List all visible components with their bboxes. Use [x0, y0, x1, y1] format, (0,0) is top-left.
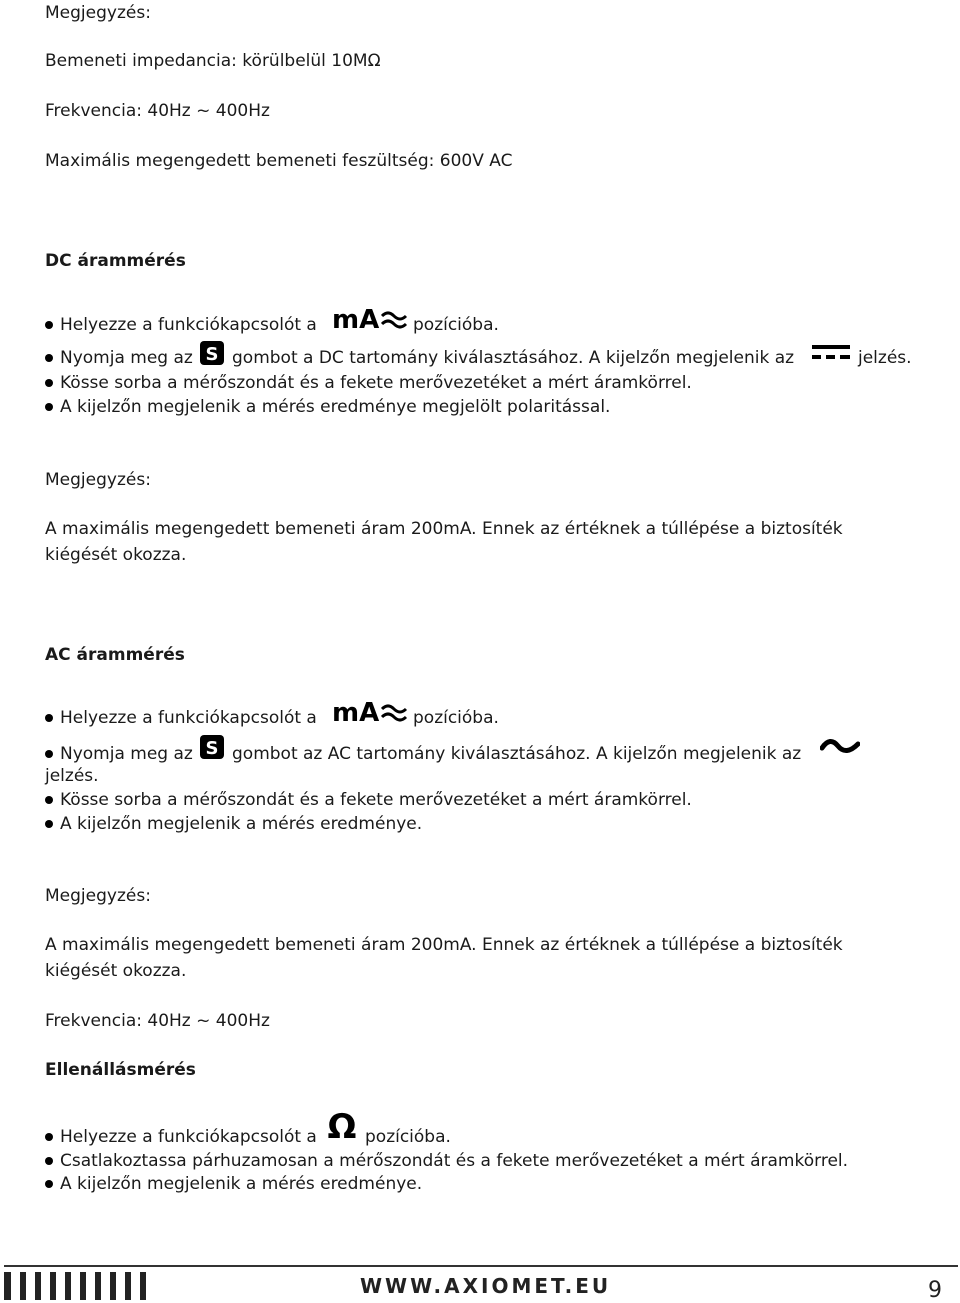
svg-text:Ω: Ω [327, 1108, 357, 1144]
dc-bullet2-post: jelzés. [858, 348, 912, 368]
svg-text:S: S [205, 344, 219, 365]
footer-rule [4, 1265, 958, 1267]
note-text: kiégését okozza. [45, 545, 187, 565]
footer-url[interactable]: WWW.AXIOMET.EU [360, 1274, 612, 1298]
note-text: A maximális megengedett bemeneti áram 200mA. Ennek az értéknek a túllépése a biztosíték [45, 519, 843, 539]
svg-text:mA: mA [332, 699, 380, 727]
dc-bullet2-mid: gombot a DC tartomány kiválasztásához. A kijelzőn megjelenik az [232, 348, 795, 368]
dc-bullet4: A kijelzőn megjelenik a mérés eredménye megjelölt polaritással. [60, 397, 611, 417]
dc-bullet1-post: pozícióba. [413, 315, 499, 335]
bullet-icon [45, 1180, 53, 1188]
bullet-icon [45, 1133, 53, 1141]
ac-bullet4: A kijelzőn megjelenik a mérés eredménye. [60, 814, 423, 834]
resistance-heading: Ellenállásmérés [45, 1060, 196, 1080]
dc-bullet2-pre: Nyomja meg az [60, 348, 193, 368]
dc-bullet1-pre: Helyezze a funkciókapcsolót a [60, 315, 317, 335]
max-voltage-text: Maximális megengedett bemeneti feszültség: 600V AC [45, 151, 513, 171]
ac-wave-icon [820, 736, 860, 761]
bullet-icon [45, 321, 53, 329]
frequency-text: Frekvencia: 40Hz ~ 400Hz [45, 1011, 270, 1031]
ac-bullet2-pre: Nyomja meg az [60, 744, 193, 764]
ac-bullet1-pre: Helyezze a funkciókapcsolót a [60, 708, 317, 728]
bullet-icon [45, 714, 53, 722]
select-button-icon [199, 340, 225, 371]
note-text: A maximális megengedett bemeneti áram 200mA. Ennek az értéknek a túllépése a biztosíték [45, 935, 843, 955]
ohm-icon [326, 1108, 358, 1149]
note-heading: Megjegyzés: [45, 3, 151, 23]
res-bullet2: Csatlakoztassa párhuzamosan a mérőszondát és a fekete merővezetéket a mért áramkörrel. [60, 1151, 849, 1171]
note-text: kiégését okozza. [45, 961, 187, 981]
ac-heading: AC árammérés [45, 645, 185, 665]
bullet-icon [45, 820, 53, 828]
ma-dcac-icon [332, 306, 408, 339]
note-heading: Megjegyzés: [45, 470, 151, 490]
ma-dcac-icon [332, 699, 408, 732]
note-heading: Megjegyzés: [45, 886, 151, 906]
dc-heading: DC árammérés [45, 251, 186, 271]
select-button-icon [199, 734, 225, 765]
ac-bullet1-post: pozícióba. [413, 708, 499, 728]
res-bullet1-post: pozícióba. [365, 1127, 451, 1147]
bullet-icon [45, 403, 53, 411]
dc-bullet3: Kösse sorba a mérőszondát és a fekete merővezetéket a mért áramkörrel. [60, 373, 692, 393]
bullet-icon [45, 796, 53, 804]
res-bullet3: A kijelzőn megjelenik a mérés eredménye. [60, 1174, 423, 1194]
ac-bullet3: Kösse sorba a mérőszondát és a fekete merővezetéket a mért áramkörrel. [60, 790, 692, 810]
ac-bullet2-mid: gombot az AC tartomány kiválasztásához. A kijelzőn megjelenik az [232, 744, 802, 764]
dc-symbol-icon [812, 344, 850, 367]
bullet-icon [45, 379, 53, 387]
impedance-text: Bemeneti impedancia: körülbelül 10MΩ [45, 51, 381, 71]
svg-text:mA: mA [332, 306, 380, 334]
bullet-icon [45, 750, 53, 758]
page-number: 9 [928, 1278, 942, 1303]
bullet-icon [45, 354, 53, 362]
svg-text:S: S [205, 738, 219, 759]
res-bullet1-pre: Helyezze a funkciókapcsolót a [60, 1127, 317, 1147]
frequency-text: Frekvencia: 40Hz ~ 400Hz [45, 101, 270, 121]
ac-bullet2-cont: jelzés. [45, 766, 99, 786]
bullet-icon [45, 1157, 53, 1165]
